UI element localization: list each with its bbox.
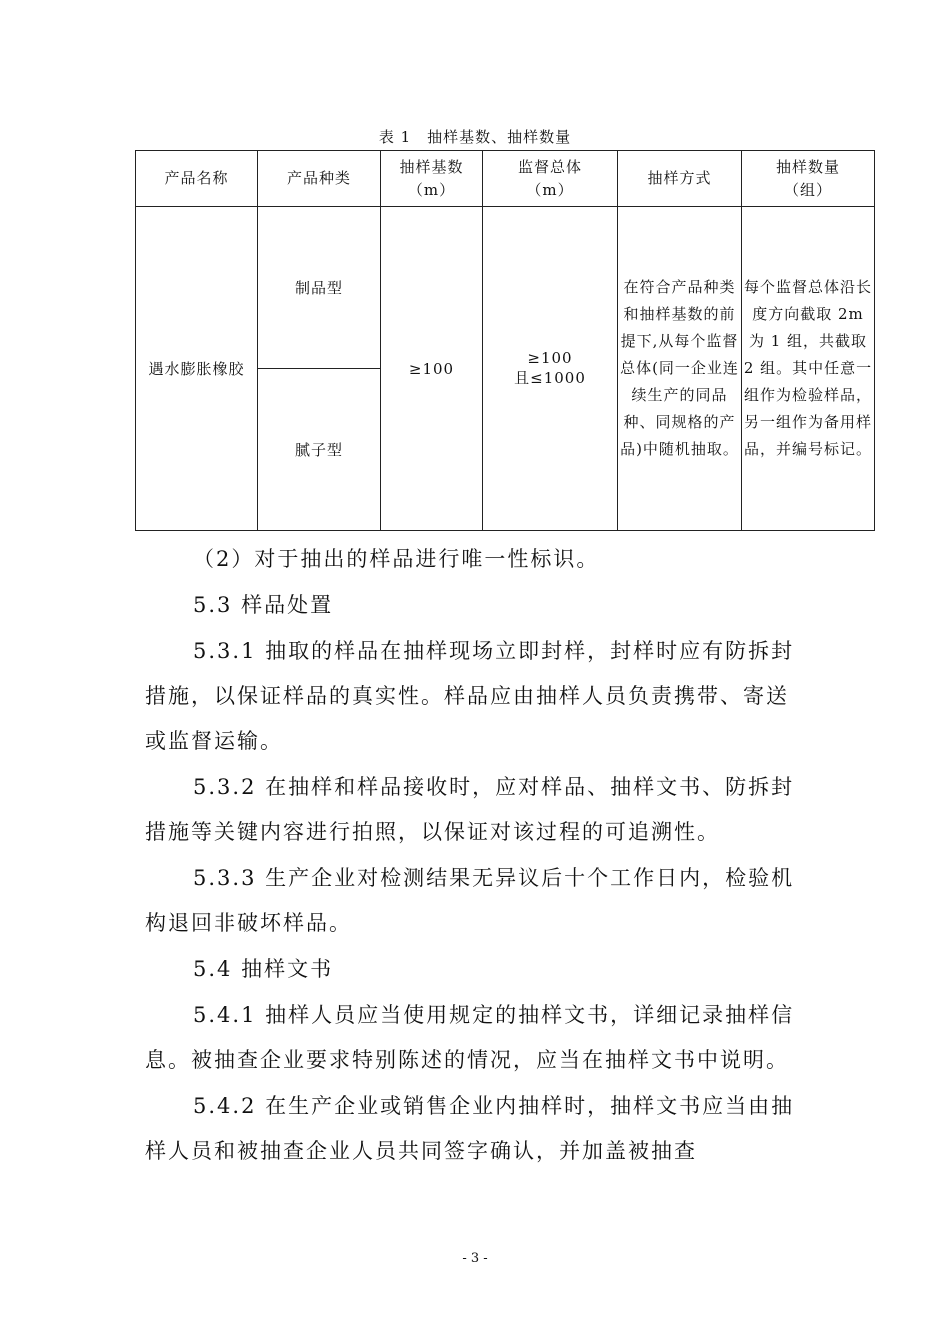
- header-sampling-quantity-line2: （组）: [783, 180, 832, 199]
- header-sampling-quantity-line1: 抽样数量: [775, 157, 840, 176]
- body-text: [145, 537, 810, 1175]
- cell-sampling-method: [618, 207, 742, 531]
- cell-type-putty: 腻子型: [258, 369, 381, 531]
- cell-sampling-method-text: 在符合产品种类和抽样基数的前提下,从每个监督总体(同一企业连续生产的同品种、同规格的产品)中随机抽取。: [620, 278, 739, 458]
- section-heading: 5.3 样品处置: [193, 593, 334, 617]
- table-caption: 表 1 抽样基数、抽样数量: [378, 128, 572, 146]
- header-sampling-base: [381, 151, 483, 207]
- cell-sampling-quantity: [742, 207, 875, 531]
- table-row: [136, 207, 875, 369]
- section-heading: 5.4 抽样文书: [193, 957, 334, 981]
- header-sampling-method: 抽样方式: [618, 151, 742, 207]
- header-supervision-total: [483, 151, 618, 207]
- paragraph: 5.4.1 抽样人员应当使用规定的抽样文书，详细记录抽样信息。被抽查企业要求特别陈述的情况，应当在抽样文书中说明。: [145, 1003, 795, 1072]
- header-supervision-total-line1: 监督总体: [517, 157, 582, 176]
- cell-sampling-base: ≥100: [381, 207, 483, 531]
- paragraph: 5.3.2 在抽样和样品接收时，应对样品、抽样文书、防拆封措施等关键内容进行拍照，以保证对该过程的可追溯性。: [145, 775, 795, 844]
- cell-supervision-total: [483, 207, 618, 531]
- paragraph: 5.3.3 生产企业对检测结果无异议后十个工作日内，检验机构退回非破坏样品。: [145, 866, 795, 935]
- paragraph: 5.3.1 抽取的样品在抽样现场立即封样，封样时应有防拆封措施，以保证样品的真实性。样品应由抽样人员负责携带、寄送或监督运输。: [145, 639, 795, 753]
- cell-product-name: 遇水膨胀橡胶: [136, 207, 258, 531]
- header-sampling-quantity: [742, 151, 875, 207]
- header-product-type: 产品种类: [258, 151, 381, 207]
- cell-type-product: 制品型: [258, 207, 381, 369]
- cell-supervision-total-line1: ≥100: [527, 349, 573, 367]
- header-supervision-total-line2: （m）: [526, 180, 574, 199]
- header-sampling-base-line2: （m）: [407, 180, 456, 199]
- table-header-row: [136, 151, 875, 207]
- sampling-table: [135, 150, 875, 531]
- header-product-name: 产品名称: [136, 151, 258, 207]
- paragraph: （2）对于抽出的样品进行唯一性标识。: [193, 547, 600, 571]
- cell-supervision-total-line2: 且≤1000: [514, 369, 586, 387]
- paragraph: 5.4.2 在生产企业或销售企业内抽样时，抽样文书应当由抽样人员和被抽查企业人员共同签字确认，并加盖被抽查: [145, 1094, 795, 1163]
- header-sampling-base-line1: 抽样基数: [399, 157, 464, 176]
- page-number: - 3 -: [462, 1251, 488, 1266]
- cell-sampling-quantity-text: 每个监督总体沿长度方向截取 2m 为 1 组，共截取 2 组。其中任意一组作为检验样品，另一组作为备用样品，并编号标记。: [743, 278, 873, 458]
